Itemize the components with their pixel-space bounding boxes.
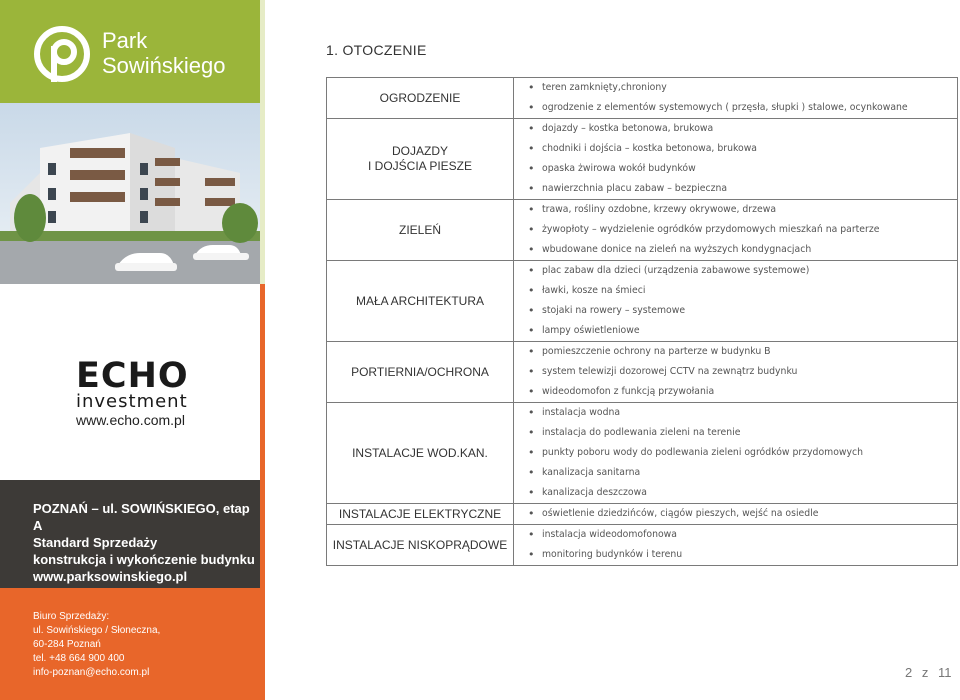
- list-item: • pomieszczenie ochrony na parterze w budynku B: [528, 342, 957, 362]
- category-label: INSTALACJE WOD.KAN.: [352, 445, 488, 460]
- section-title: 1. OTOCZENIE: [326, 42, 427, 58]
- brand-name: [102, 28, 226, 78]
- table-row: [327, 403, 958, 504]
- list-item: • ławki, kosze na śmieci: [528, 281, 957, 301]
- list-item: • monitoring budynków i terenu: [528, 545, 957, 565]
- category-cell: [327, 403, 514, 504]
- echo-logo: [76, 356, 189, 412]
- page-number: [905, 665, 951, 680]
- spec-table: [326, 77, 958, 566]
- category-cell: [327, 200, 514, 261]
- list-item: • plac zabaw dla dzieci (urządzenia zabawowe systemowe): [528, 261, 957, 281]
- category-cell: [327, 78, 514, 119]
- list-item: • wbudowane donice na zieleń na wyższych kondygnacjach: [528, 240, 957, 260]
- building-photo: [0, 103, 260, 284]
- contact-info: [33, 610, 160, 680]
- category-cell: [327, 261, 514, 342]
- category-label: PORTIERNIA/OCHRONA: [351, 364, 489, 379]
- list-item: • wideodomofon z funkcją przywołania: [528, 382, 957, 402]
- items-cell: [514, 200, 958, 261]
- category-label: MAŁA ARCHITEKTURA: [355, 293, 485, 308]
- list-item: • system telewizji dozorowej CCTV na zewnątrz budynku: [528, 362, 957, 382]
- list-item: • oświetlenie dziedzińców, ciągów pieszych, wejść na osiedle: [528, 504, 957, 524]
- list-item: • chodniki i dojścia – kostka betonowa, brukowa: [528, 139, 957, 159]
- project-url[interactable]: www.parksowinskiego.pl: [33, 569, 188, 584]
- page-current: 2: [905, 665, 913, 680]
- item-list: [528, 261, 957, 341]
- category-cell: [327, 342, 514, 403]
- page-total: z 11: [921, 665, 952, 680]
- table-row: [327, 119, 958, 200]
- list-item: • lampy oświetleniowe: [528, 321, 957, 341]
- item-list: [528, 403, 957, 503]
- category-cell: [327, 525, 514, 566]
- sidebar: [0, 0, 265, 700]
- items-cell: [514, 342, 958, 403]
- category-label: INSTALACJE NISKOPRĄDOWE: [332, 537, 508, 552]
- project-standard: Standard Sprzedaży: [33, 535, 158, 550]
- items-cell: [514, 525, 958, 566]
- contact-phone[interactable]: tel. +48 664 900 400: [33, 653, 125, 664]
- list-item: • kanalizacja sanitarna: [528, 463, 957, 483]
- items-cell: [514, 403, 958, 504]
- list-item: • stojaki na rowery – systemowe: [528, 301, 957, 321]
- items-cell: [514, 78, 958, 119]
- project-location: POZNAŃ – ul. SOWIŃSKIEGO, etap A: [33, 501, 250, 533]
- category-label: ZIELEŃ: [398, 222, 441, 237]
- contact-address2: 60-284 Poznań: [33, 639, 101, 650]
- list-item: • punkty poboru wody do podlewania zieleni ogródków przydomowych: [528, 443, 957, 463]
- table-row: [327, 261, 958, 342]
- list-item: • nawierzchnia placu zabaw – bezpieczna: [528, 179, 957, 199]
- list-item: • kanalizacja deszczowa: [528, 483, 957, 503]
- list-item: • dojazdy – kostka betonowa, brukowa: [528, 119, 957, 139]
- list-item: • trawa, rośliny ozdobne, krzewy okrywowe, drzewa: [528, 200, 957, 220]
- contact-email[interactable]: info-poznan@echo.com.pl: [33, 667, 150, 678]
- park-logo-icon: [34, 26, 90, 82]
- list-item: • instalacja wideodomofonowa: [528, 525, 957, 545]
- category-cell: [327, 504, 514, 525]
- brand-name-line1: Park: [102, 28, 148, 53]
- item-list: [528, 525, 957, 565]
- item-list: [528, 200, 957, 260]
- accent-stripe-green: [260, 0, 265, 284]
- item-list: [528, 342, 957, 402]
- table-row: [327, 78, 958, 119]
- list-item: • żywopłoty – wydzielenie ogródków przydomowych mieszkań na parterze: [528, 220, 957, 240]
- echo-logo-sub: investment: [76, 391, 188, 412]
- category-label: DOJAZDY: [391, 144, 448, 158]
- items-cell: [514, 504, 958, 525]
- item-list: [528, 504, 957, 524]
- contact-box: [0, 588, 265, 700]
- category-label: I DOJŚCIA PIESZE: [367, 159, 473, 173]
- brand-logo-block: [0, 0, 260, 103]
- table-row: [327, 525, 958, 566]
- developer-url[interactable]: www.echo.com.pl: [76, 412, 185, 428]
- category-label: INSTALACJE ELEKTRYCZNE: [338, 506, 502, 521]
- contact-address1: ul. Sowińskiego / Słoneczna,: [33, 625, 161, 636]
- echo-logo-name: ECHO: [76, 356, 189, 396]
- category-label: OGRODZENIE: [379, 90, 461, 105]
- list-item: • opaska żwirowa wokół budynków: [528, 159, 957, 179]
- item-list: [528, 78, 957, 118]
- brand-name-line2: Sowińskiego: [102, 53, 226, 78]
- table-row: [327, 342, 958, 403]
- project-info: [33, 500, 260, 585]
- item-list: [528, 119, 957, 199]
- items-cell: [514, 261, 958, 342]
- list-item: • ogrodzenie z elementów systemowych ( przęsła, słupki ) stalowe, ocynkowane: [528, 98, 957, 118]
- contact-label: Biuro Sprzedaży:: [33, 611, 110, 622]
- list-item: • teren zamknięty,chroniony: [528, 78, 957, 98]
- table-row: [327, 504, 958, 525]
- table-row: [327, 200, 958, 261]
- category-cell: [327, 119, 514, 200]
- list-item: • instalacja wodna: [528, 403, 957, 423]
- items-cell: [514, 119, 958, 200]
- project-box: [0, 480, 260, 588]
- project-scope: konstrukcja i wykończenie budynku: [33, 552, 255, 567]
- list-item: • instalacja do podlewania zieleni na terenie: [528, 423, 957, 443]
